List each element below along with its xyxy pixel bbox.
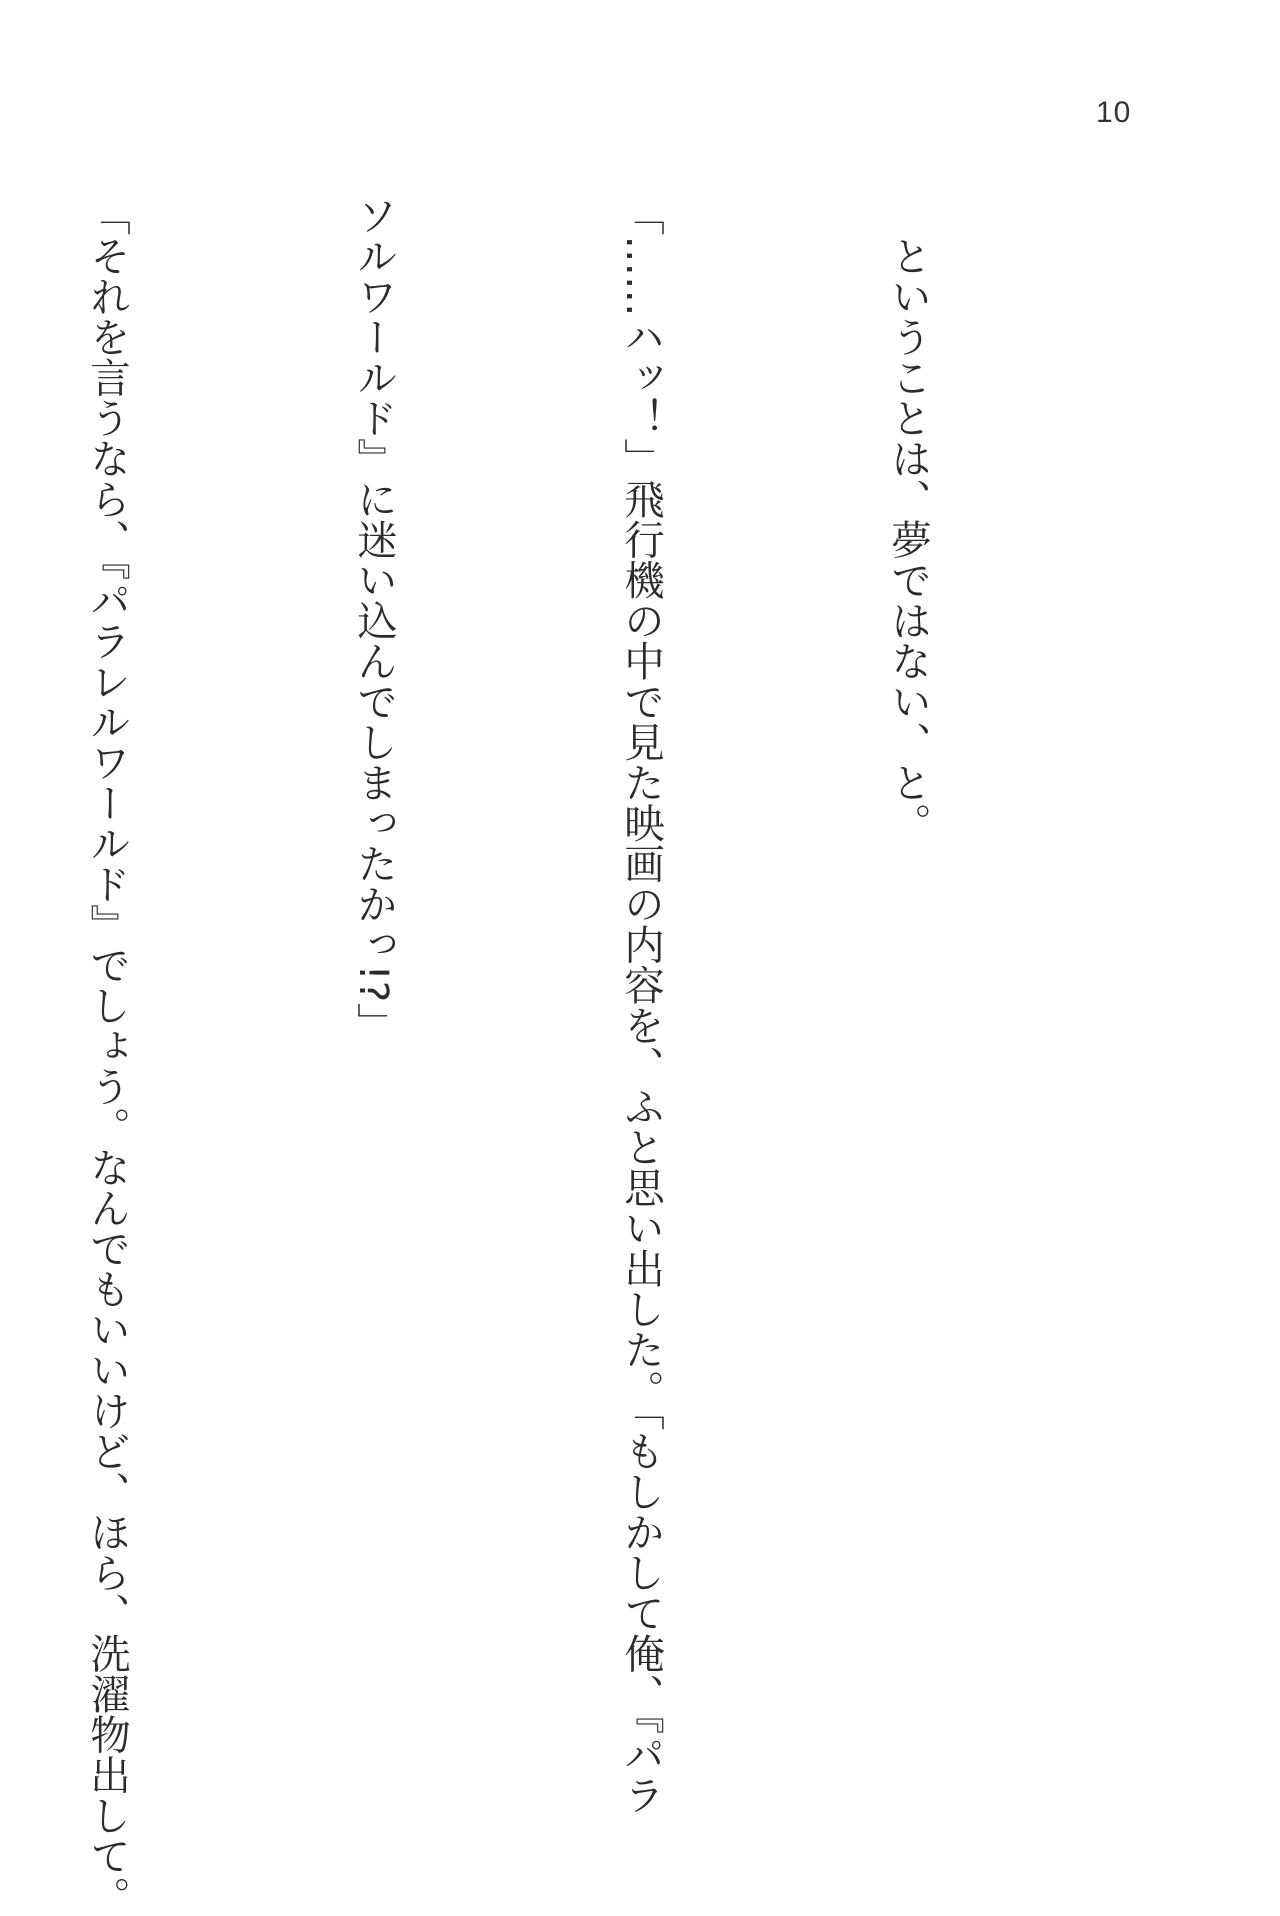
text-line: ソルワールド』に迷い込んでしまったかっ!?」 <box>350 195 398 1043</box>
text-line: 「それを言うなら、『パラレルワールド』でしょう。なんでもいいけど、ほら、洗濯物出して。 <box>83 195 131 1916</box>
text-line: 「……ハッ！」飛行機の中で見た映画の内容を、ふと思い出した。「もしかして俺、『パラ <box>617 195 665 1815</box>
vertical-text-body <box>0 195 1130 1916</box>
page-number: 10 <box>1096 96 1132 129</box>
text-line: ということは、夢ではない、と。 <box>884 195 932 843</box>
